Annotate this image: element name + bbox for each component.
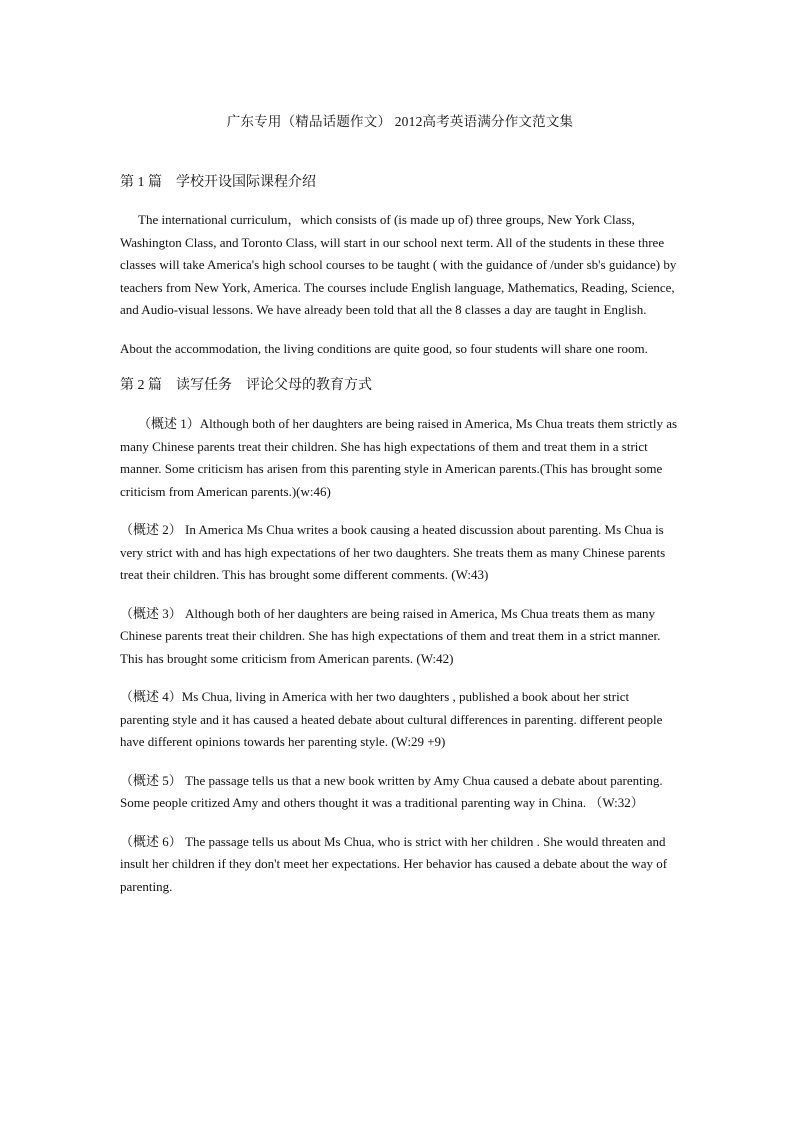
summary-3-paragraph: （概述 3） Although both of her daughters are being raised in America, Ms Chua treats them as many Chinese parents treat their children. She has high expectations of them and treat them in a strict manner. This has brought some criticism from American parents. (W:42) [120, 605, 661, 666]
summary-5-paragraph: （概述 5） The passage tells us that a new book written by Amy Chua caused a debate about parenting. Some people critized Amy and others thought it was a traditional parenting way in China. （W:32） [120, 772, 663, 810]
document-title: 广东专用（精品话题作文） 2012高考英语满分作文范文集 [226, 114, 574, 129]
document-body [120, 112, 680, 914]
section-2-heading: 第 2 篇 读写任务 评论父母的教育方式 [120, 378, 372, 393]
section-1-paragraph-2: About the accommodation, the living conditions are quite good, so four students will share one room. [120, 340, 648, 356]
summary-6-paragraph: （概述 6） The passage tells us about Ms Chua, who is strict with her children . She would threaten and insult her children if they don't meet her expectations. Her behavior has caused a debate about the way of parenting. [120, 833, 668, 894]
section-1-heading: 第 1 篇 学校开设国际课程介绍 [120, 175, 316, 190]
summary-1-paragraph: （概述 1）Although both of her daughters are being raised in America, Ms Chua treats them strictly as many Chinese parents treat their children. She has high expectations of them and treat them in a strict manner. Some criticism has arisen from this parenting style in American parents.(This has brought some criticism from American parents.)(w:46) [120, 416, 678, 499]
summary-4-paragraph: （概述 4）Ms Chua, living in America with her two daughters , published a book about her strict parenting style and it has caused a heated debate about cultural differences in parenting. different people have different opinions towards her parenting style. (W:29 +9) [120, 689, 663, 749]
summary-2-paragraph: （概述 2） In America Ms Chua writes a book causing a heated discussion about parenting. Ms Chua is very strict with and has high expectations of her two daughters. She treats them as many Chinese parents treat their children. This has brought some different comments. (W:43) [120, 522, 666, 582]
section-1-paragraph-1: The international curriculum，which consists of (is made up of) three groups, New York Class, Washington Class, and Toronto Class, will start in our school next term. All of the students in these three classes will take America's high school courses to be taught ( with the guidance of /under sb's guidance) by teachers from New York, America. The courses include English language, Mathematics, Reading, Science, and Audio-visual lessons. We have already been told that all the 8 classes a day are taught in English. [120, 212, 677, 317]
